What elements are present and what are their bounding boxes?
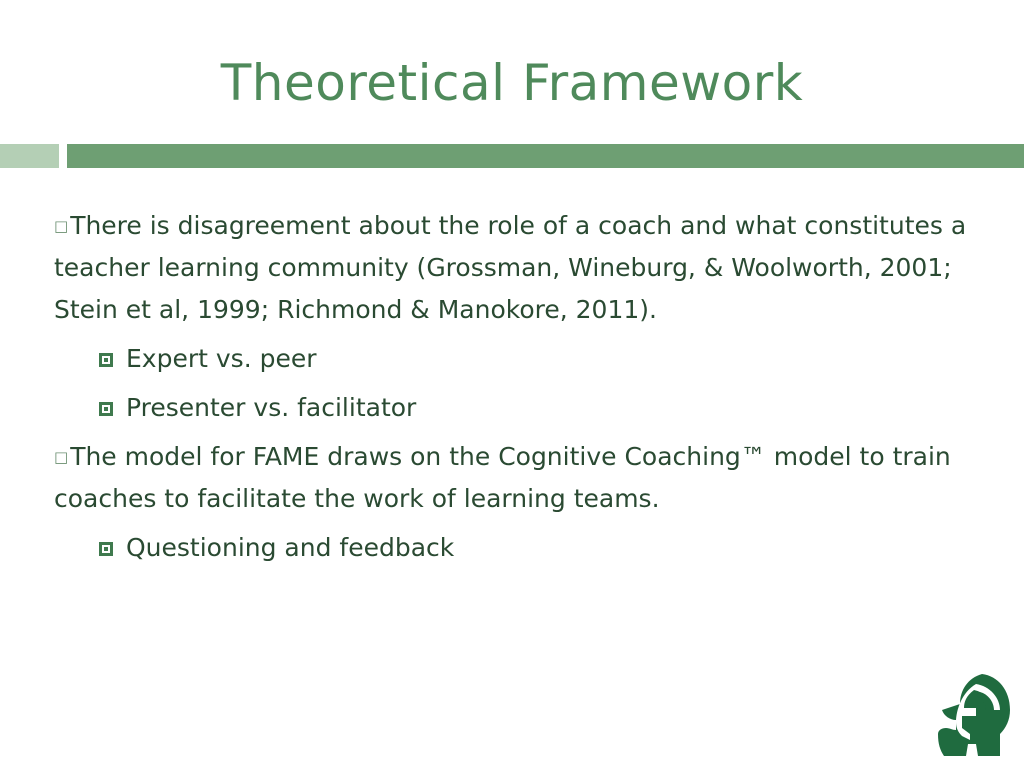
square-bullet-icon <box>99 542 113 556</box>
square-bullet-icon <box>99 353 113 367</box>
sub-bullet-item <box>54 387 984 429</box>
square-bullet-icon <box>99 402 113 416</box>
sub-bullet-item <box>54 338 984 380</box>
hollow-square-bullet-icon: □ <box>54 448 69 466</box>
bullet-text: The model for FAME draws on the Cognitive Coaching™ model to train coaches to facilitate the work of learning teams. <box>54 442 951 513</box>
hollow-square-bullet-icon: □ <box>54 217 69 235</box>
sub-bullet-text: Questioning and feedback <box>126 533 455 562</box>
bullet-item <box>54 205 984 331</box>
sub-bullet-text: Expert vs. peer <box>126 344 317 373</box>
bullet-text: There is disagreement about the role of a coach and what constitutes a teacher learning community (Grossman, Wineburg, & Woolworth, 2001; Stein et al, 1999; Richmond & Manokore, 2011). <box>54 211 967 324</box>
title-rule-accent <box>0 144 59 168</box>
title-rule-bar <box>67 144 1024 168</box>
spartan-helmet-icon <box>936 670 1012 756</box>
sub-bullet-text: Presenter vs. facilitator <box>126 393 417 422</box>
slide-title: Theoretical Framework <box>220 54 804 112</box>
slide-body <box>54 205 984 576</box>
sub-bullet-item <box>54 527 984 569</box>
bullet-item <box>54 436 984 520</box>
